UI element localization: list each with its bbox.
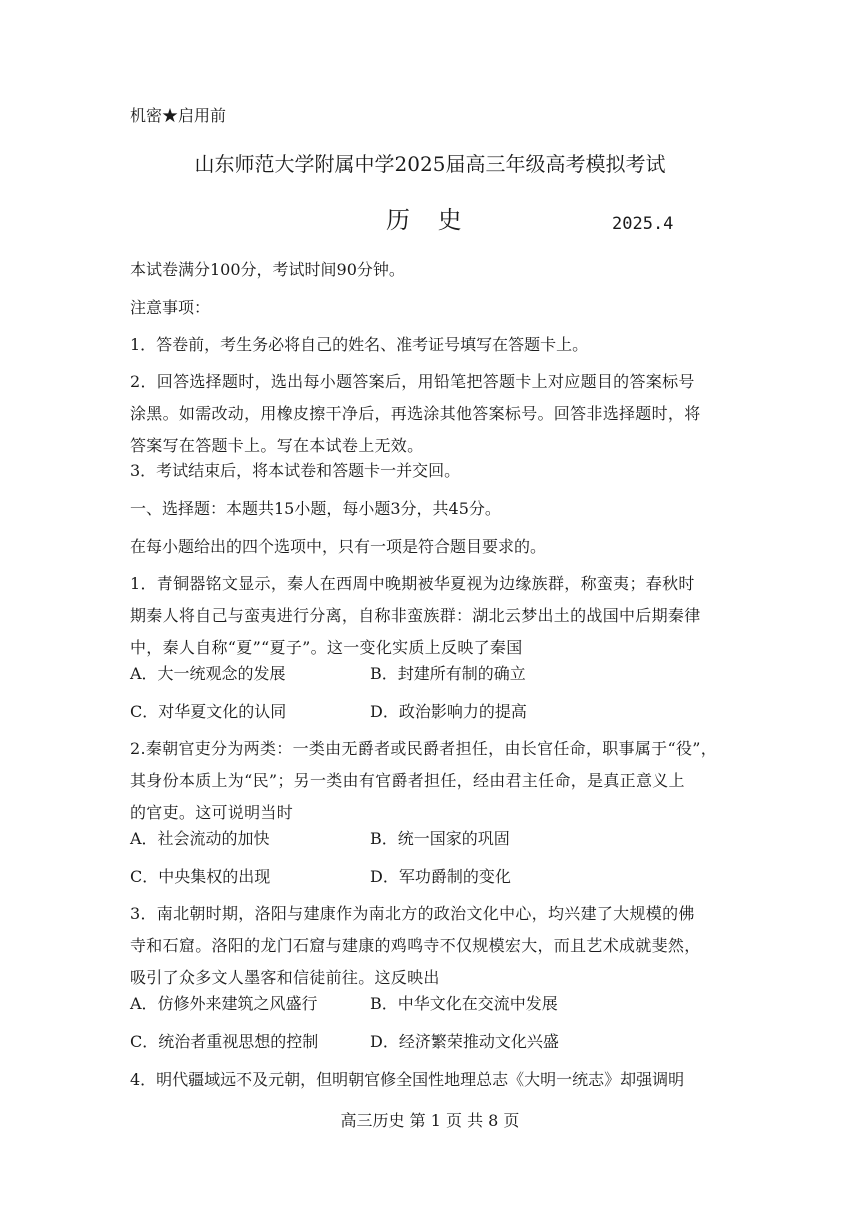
note-2-line: 涂黑。如需改动，用橡皮擦干净后，再选涂其他答案标号。回答非选择题时，将 xyxy=(130,404,701,423)
question-stem-line: 1．青铜器铭文显示，秦人在西周中晚期被华夏视为边缘族群，称蛮夷；春秋时 xyxy=(130,574,695,593)
question-3-option-b: B．中华文化在交流中发展 xyxy=(370,994,558,1013)
score-time-info: 本试卷满分100分，考试时间90分钟。 xyxy=(130,260,405,279)
question-stem-line: 的官吏。这可说明当时 xyxy=(130,803,294,822)
note-1: 1．答卷前，考生务必将自己的姓名、准考证号填写在答题卡上。 xyxy=(130,335,589,354)
question-3-option-c: C．统治者重视思想的控制 xyxy=(130,1032,319,1051)
question-2-option-c: C．中央集权的出现 xyxy=(130,867,271,886)
note-2-line: 2．回答选择题时，选出每小题答案后，用铅笔把答题卡上对应题目的答案标号 xyxy=(130,372,695,391)
question-2-stem xyxy=(130,733,730,829)
note-2-line: 答案写在答题卡上。写在本试卷上无效。 xyxy=(130,436,424,455)
question-3-stem xyxy=(130,898,730,994)
classification-label: 机密★启用前 xyxy=(130,106,227,125)
exam-title: 山东师范大学附属中学2025届高三年级高考模拟考试 xyxy=(194,152,666,176)
question-1-option-b: B．封建所有制的确立 xyxy=(370,664,526,683)
question-2-option-b: B．统一国家的巩固 xyxy=(370,829,510,848)
question-stem-line: 3．南北朝时期，洛阳与建康作为南北方的政治文化中心，均兴建了大规模的佛 xyxy=(130,904,695,923)
question-4-stem: 4．明代疆域远不及元朝，但明朝官修全国性地理总志《大明一统志》却强调明 xyxy=(130,1070,685,1089)
section-instruction: 在每小题给出的四个选项中，只有一项是符合题目要求的。 xyxy=(130,537,547,556)
question-1-stem xyxy=(130,568,730,664)
question-1-option-c: C．对华夏文化的认同 xyxy=(130,702,287,721)
section-title: 一、选择题：本题共15小题，每小题3分，共45分。 xyxy=(130,499,501,518)
note-2 xyxy=(130,366,730,462)
subject-title: 历 史 xyxy=(386,206,472,234)
question-stem-line: 其身份本质上为“民”；另一类由有官爵者担任，经由君主任命，是真正意义上 xyxy=(130,771,685,790)
question-2-option-a: A．社会流动的加快 xyxy=(130,829,270,848)
question-1-option-a: A．大一统观念的发展 xyxy=(130,664,286,683)
question-2-option-d: D．军功爵制的变化 xyxy=(370,867,511,886)
question-stem-line: 期秦人将自己与蛮夷进行分离，自称非蛮族群：湖北云梦出土的战国中后期秦律 xyxy=(130,606,701,625)
note-3: 3．考试结束后，将本试卷和答题卡一并交回。 xyxy=(130,461,461,480)
question-stem-line: 2.秦朝官吏分为两类：一类由无爵者或民爵者担任，由长官任命，职事属于“役”， xyxy=(130,739,718,758)
question-3-option-d: D．经济繁荣推动文化兴盛 xyxy=(370,1032,559,1051)
question-1-option-d: D．政治影响力的提高 xyxy=(370,702,527,721)
question-stem-line: 中，秦人自称“夏”“夏子”。这一变化实质上反映了秦国 xyxy=(130,638,523,657)
question-stem-line: 吸引了众多文人墨客和信徒前往。这反映出 xyxy=(130,968,440,987)
question-stem-line: 寺和石窟。洛阳的龙门石窟与建康的鸡鸣寺不仅规模宏大，而且艺术成就斐然， xyxy=(130,936,701,955)
question-3-option-a: A．仿修外来建筑之风盛行 xyxy=(130,994,318,1013)
page-footer: 高三历史 第 1 页 共 8 页 xyxy=(340,1111,520,1130)
notes-heading: 注意事项： xyxy=(130,298,211,317)
exam-date: 2025.4 xyxy=(612,214,674,234)
